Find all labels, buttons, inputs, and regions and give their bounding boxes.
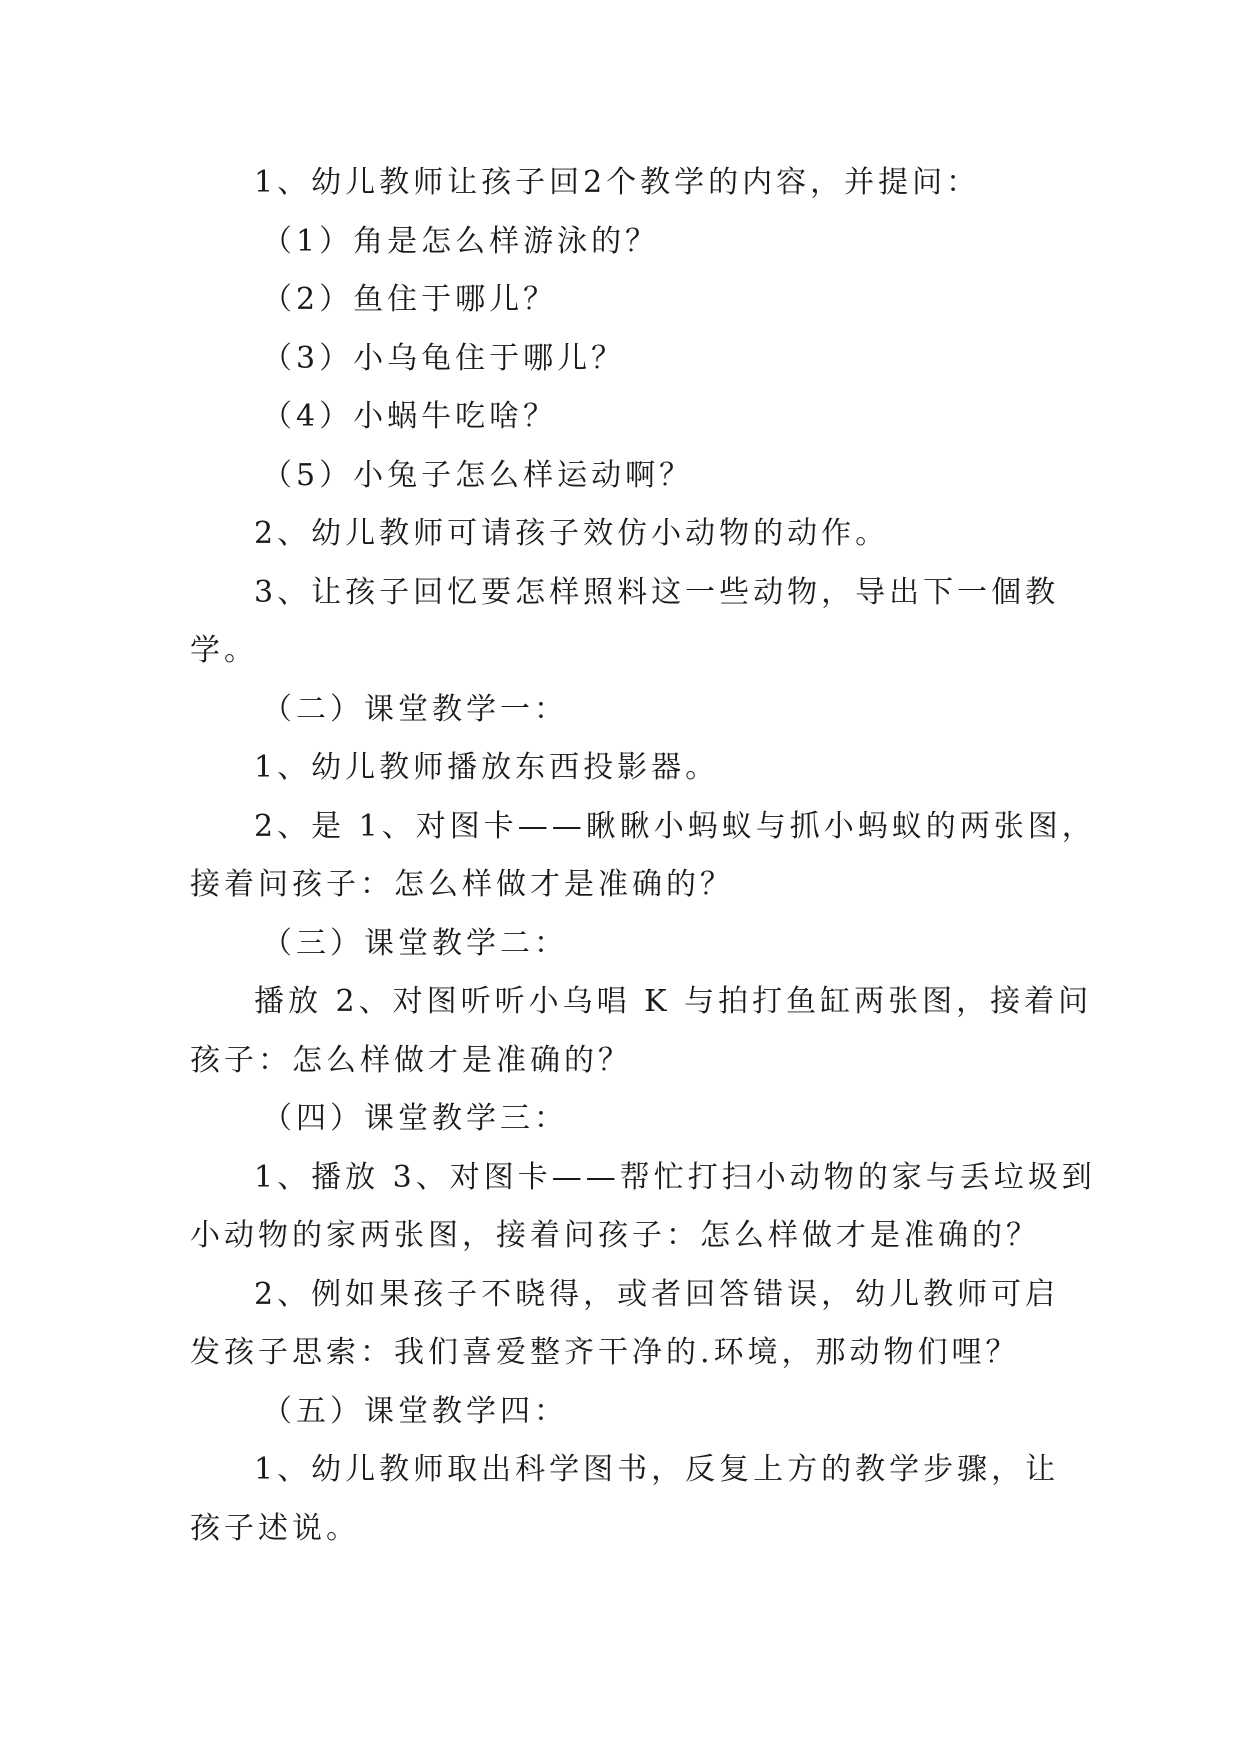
paragraph-line: 1、幼儿教师播放东西投影器。 (254, 750, 720, 785)
paragraph-line: 2、例如果孩子不晓得，或者回答错误，幼儿教师可启 (254, 1276, 1060, 1312)
paragraph-line: 学。 (190, 633, 258, 668)
section-heading: （五）课堂教学四： (262, 1393, 568, 1429)
paragraph-line: （1）角是怎么样游泳的？ (262, 223, 660, 259)
paragraph-line: 2、幼儿教师可请孩子效仿小动物的动作。 (254, 516, 890, 551)
paragraph-line: （5）小兔子怎么样运动啊？ (262, 457, 694, 493)
paragraph-line: 孩子：怎么样做才是准确的？ (190, 1042, 632, 1078)
paragraph-line: 1、幼儿教师取出科学图书，反复上方的教学步骤，让 (254, 1452, 1060, 1487)
paragraph-line: 播放 2、对图听听小乌唱 K 与拍打鱼缸两张图，接着问 (254, 984, 1093, 1019)
document-body (190, 154, 1096, 1558)
paragraph-line: 1、幼儿教师让孩子回2个教学的内容，并提问： (254, 165, 981, 200)
paragraph-line: 孩子述说。 (190, 1510, 360, 1546)
paragraph-line: （2）鱼住于哪儿？ (262, 282, 558, 317)
paragraph-line: 1、播放 3、对图卡——帮忙打扫小动物的家与丢垃圾到 (254, 1159, 1096, 1195)
section-heading: （四）课堂教学三： (262, 1101, 568, 1136)
section-heading: （二）课堂教学一： (262, 691, 568, 727)
paragraph-line: 接着问孩子：怎么样做才是准确的？ (190, 867, 734, 902)
paragraph-line: 3、让孩子回忆要怎样照料这一些动物，导出下一個教 (254, 574, 1060, 610)
paragraph-line: 小动物的家两张图，接着问孩子：怎么样做才是准确的？ (190, 1218, 1040, 1253)
section-heading: （三）课堂教学二： (262, 925, 568, 961)
paragraph-line: （4）小蜗牛吃啥？ (262, 399, 558, 434)
paragraph-line: 2、是 1、对图卡——瞅瞅小蚂蚁与抓小蚂蚁的两张图， (254, 808, 1096, 844)
paragraph-line: （3）小乌龟住于哪儿？ (262, 340, 626, 376)
paragraph-line: 发孩子思索：我们喜爱整齐干净的.环境，那动物们哩？ (190, 1335, 1020, 1370)
